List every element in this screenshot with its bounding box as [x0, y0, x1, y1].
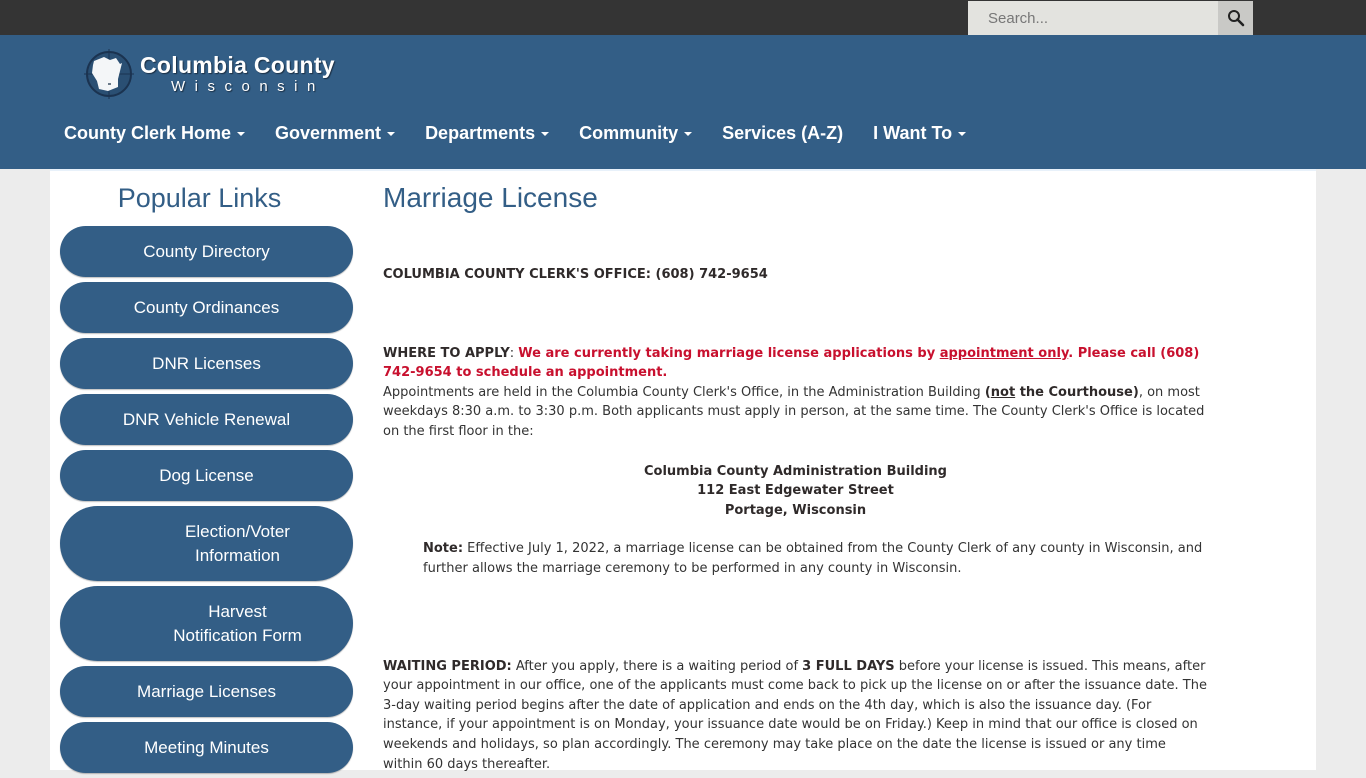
waiting-label: WAITING PERIOD: — [383, 658, 512, 674]
site-header — [0, 35, 1366, 169]
link-election-voter-information[interactable] — [60, 506, 353, 581]
office-phone-line: COLUMBIA COUNTY CLERK'S OFFICE: (608) 742-9654 — [383, 267, 768, 282]
paren: ( — [984, 384, 991, 400]
site-title: Columbia County — [140, 52, 335, 78]
page-title: Marriage License — [383, 182, 598, 213]
where-label: WHERE TO APPLY — [383, 345, 510, 361]
alert-text: . Please call (608) 742-9654 to schedule an appointment. — [383, 345, 1200, 381]
nav-label: I Want To — [873, 122, 953, 143]
address-line: Portage, Wisconsin — [724, 502, 867, 518]
link-marriage-licenses[interactable]: Marriage Licenses — [60, 666, 353, 717]
link-label: Information — [194, 545, 281, 565]
where-body: , on most weekdays 8:30 a.m. to 3:30 p.m. Both applicants must apply in person, at the same time. The County Clerk's Office is located on the first floor in the: — [383, 384, 1205, 439]
link-label: Notification Form — [173, 625, 302, 645]
nav-government[interactable] — [260, 123, 410, 144]
top-bar — [0, 0, 1366, 35]
full-days-emphasis: 3 FULL DAYS — [802, 658, 895, 674]
search-form — [968, 1, 1253, 35]
waiting-text: before your license is issued. This means, after your appointment in our office, one of the applicants must come back to pick up the license on or after the issuance date. The 3-day waiting period begins after the date of application and ends on the 4th day, which is also the issuance day. (For instance, if your appointment is on Monday, your issuance date would be on Friday.) Keep in mind that our office is closed on weekends and holidays, so plan accordingly. The ceremony may take place on the date the license is issued or any time within 60 days thereafter. — [383, 658, 1207, 772]
not-emphasis: not — [990, 384, 1016, 400]
not-courthouse — [985, 385, 1139, 400]
where-to-apply — [383, 344, 1208, 442]
nav-label: Community — [579, 122, 679, 143]
address-line: 112 East Edgewater Street — [697, 483, 894, 499]
appointment-only-link[interactable]: appointment only — [939, 345, 1069, 361]
address-line: Columbia County Administration Building — [644, 463, 947, 479]
nav-label: Government — [275, 122, 382, 143]
search-input[interactable] — [968, 1, 1218, 35]
note-text: Effective July 1, 2022, a marriage license can be obtained from the County Clerk of any county in Wisconsin, and further allows the marriage ceremony to be performed in any county in Wisconsin. — [423, 541, 1203, 576]
caret-down-icon — [387, 132, 395, 136]
where-body: Appointments are held in the Columbia County Clerk's Office, in the Administration Building — [383, 384, 985, 400]
site-logo[interactable] — [84, 49, 335, 99]
link-label: Election/Voter — [185, 521, 290, 541]
caret-down-icon — [684, 132, 692, 136]
separator: : — [509, 345, 519, 361]
note-label: Note: — [423, 541, 464, 557]
caret-down-icon — [541, 132, 549, 136]
popular-links-title: Popular Links — [117, 183, 282, 213]
link-label: Harvest — [208, 601, 267, 621]
waiting-text: After you apply, there is a waiting period of — [511, 658, 803, 674]
nav-departments[interactable] — [410, 123, 564, 144]
nav-services-a-z[interactable] — [707, 123, 858, 144]
page-container — [50, 169, 1316, 770]
nav-label: Departments — [425, 122, 536, 143]
link-county-ordinances[interactable]: County Ordinances — [60, 282, 353, 333]
nav-county-clerk-home[interactable] — [49, 123, 260, 144]
main-nav — [49, 117, 981, 149]
waiting-period — [383, 657, 1208, 775]
caret-down-icon — [237, 132, 245, 136]
link-harvest-notification-form[interactable] — [60, 586, 353, 661]
link-dog-license[interactable]: Dog License — [60, 450, 353, 501]
main-content — [383, 171, 1208, 774]
wisconsin-map-icon — [84, 49, 134, 99]
address-block — [383, 462, 1208, 521]
link-dnr-vehicle-renewal[interactable]: DNR Vehicle Renewal — [60, 394, 353, 445]
popular-links-sidebar — [60, 171, 353, 778]
site-subtitle: Wisconsin — [171, 78, 325, 95]
nav-i-want-to[interactable] — [858, 123, 981, 144]
link-dnr-licenses[interactable]: DNR Licenses — [60, 338, 353, 389]
paren-rest: the Courthouse) — [1015, 384, 1139, 400]
nav-label: County Clerk Home — [64, 122, 232, 143]
search-button[interactable] — [1218, 1, 1253, 35]
alert-text: We are currently taking marriage license applications by — [518, 345, 940, 361]
search-icon — [1227, 9, 1245, 27]
link-county-directory[interactable]: County Directory — [60, 226, 353, 277]
note-paragraph — [383, 539, 1208, 578]
nav-community[interactable] — [564, 123, 707, 144]
caret-down-icon — [958, 132, 966, 136]
nav-label: Services (A-Z) — [722, 122, 844, 143]
link-meeting-minutes[interactable]: Meeting Minutes — [60, 722, 353, 773]
